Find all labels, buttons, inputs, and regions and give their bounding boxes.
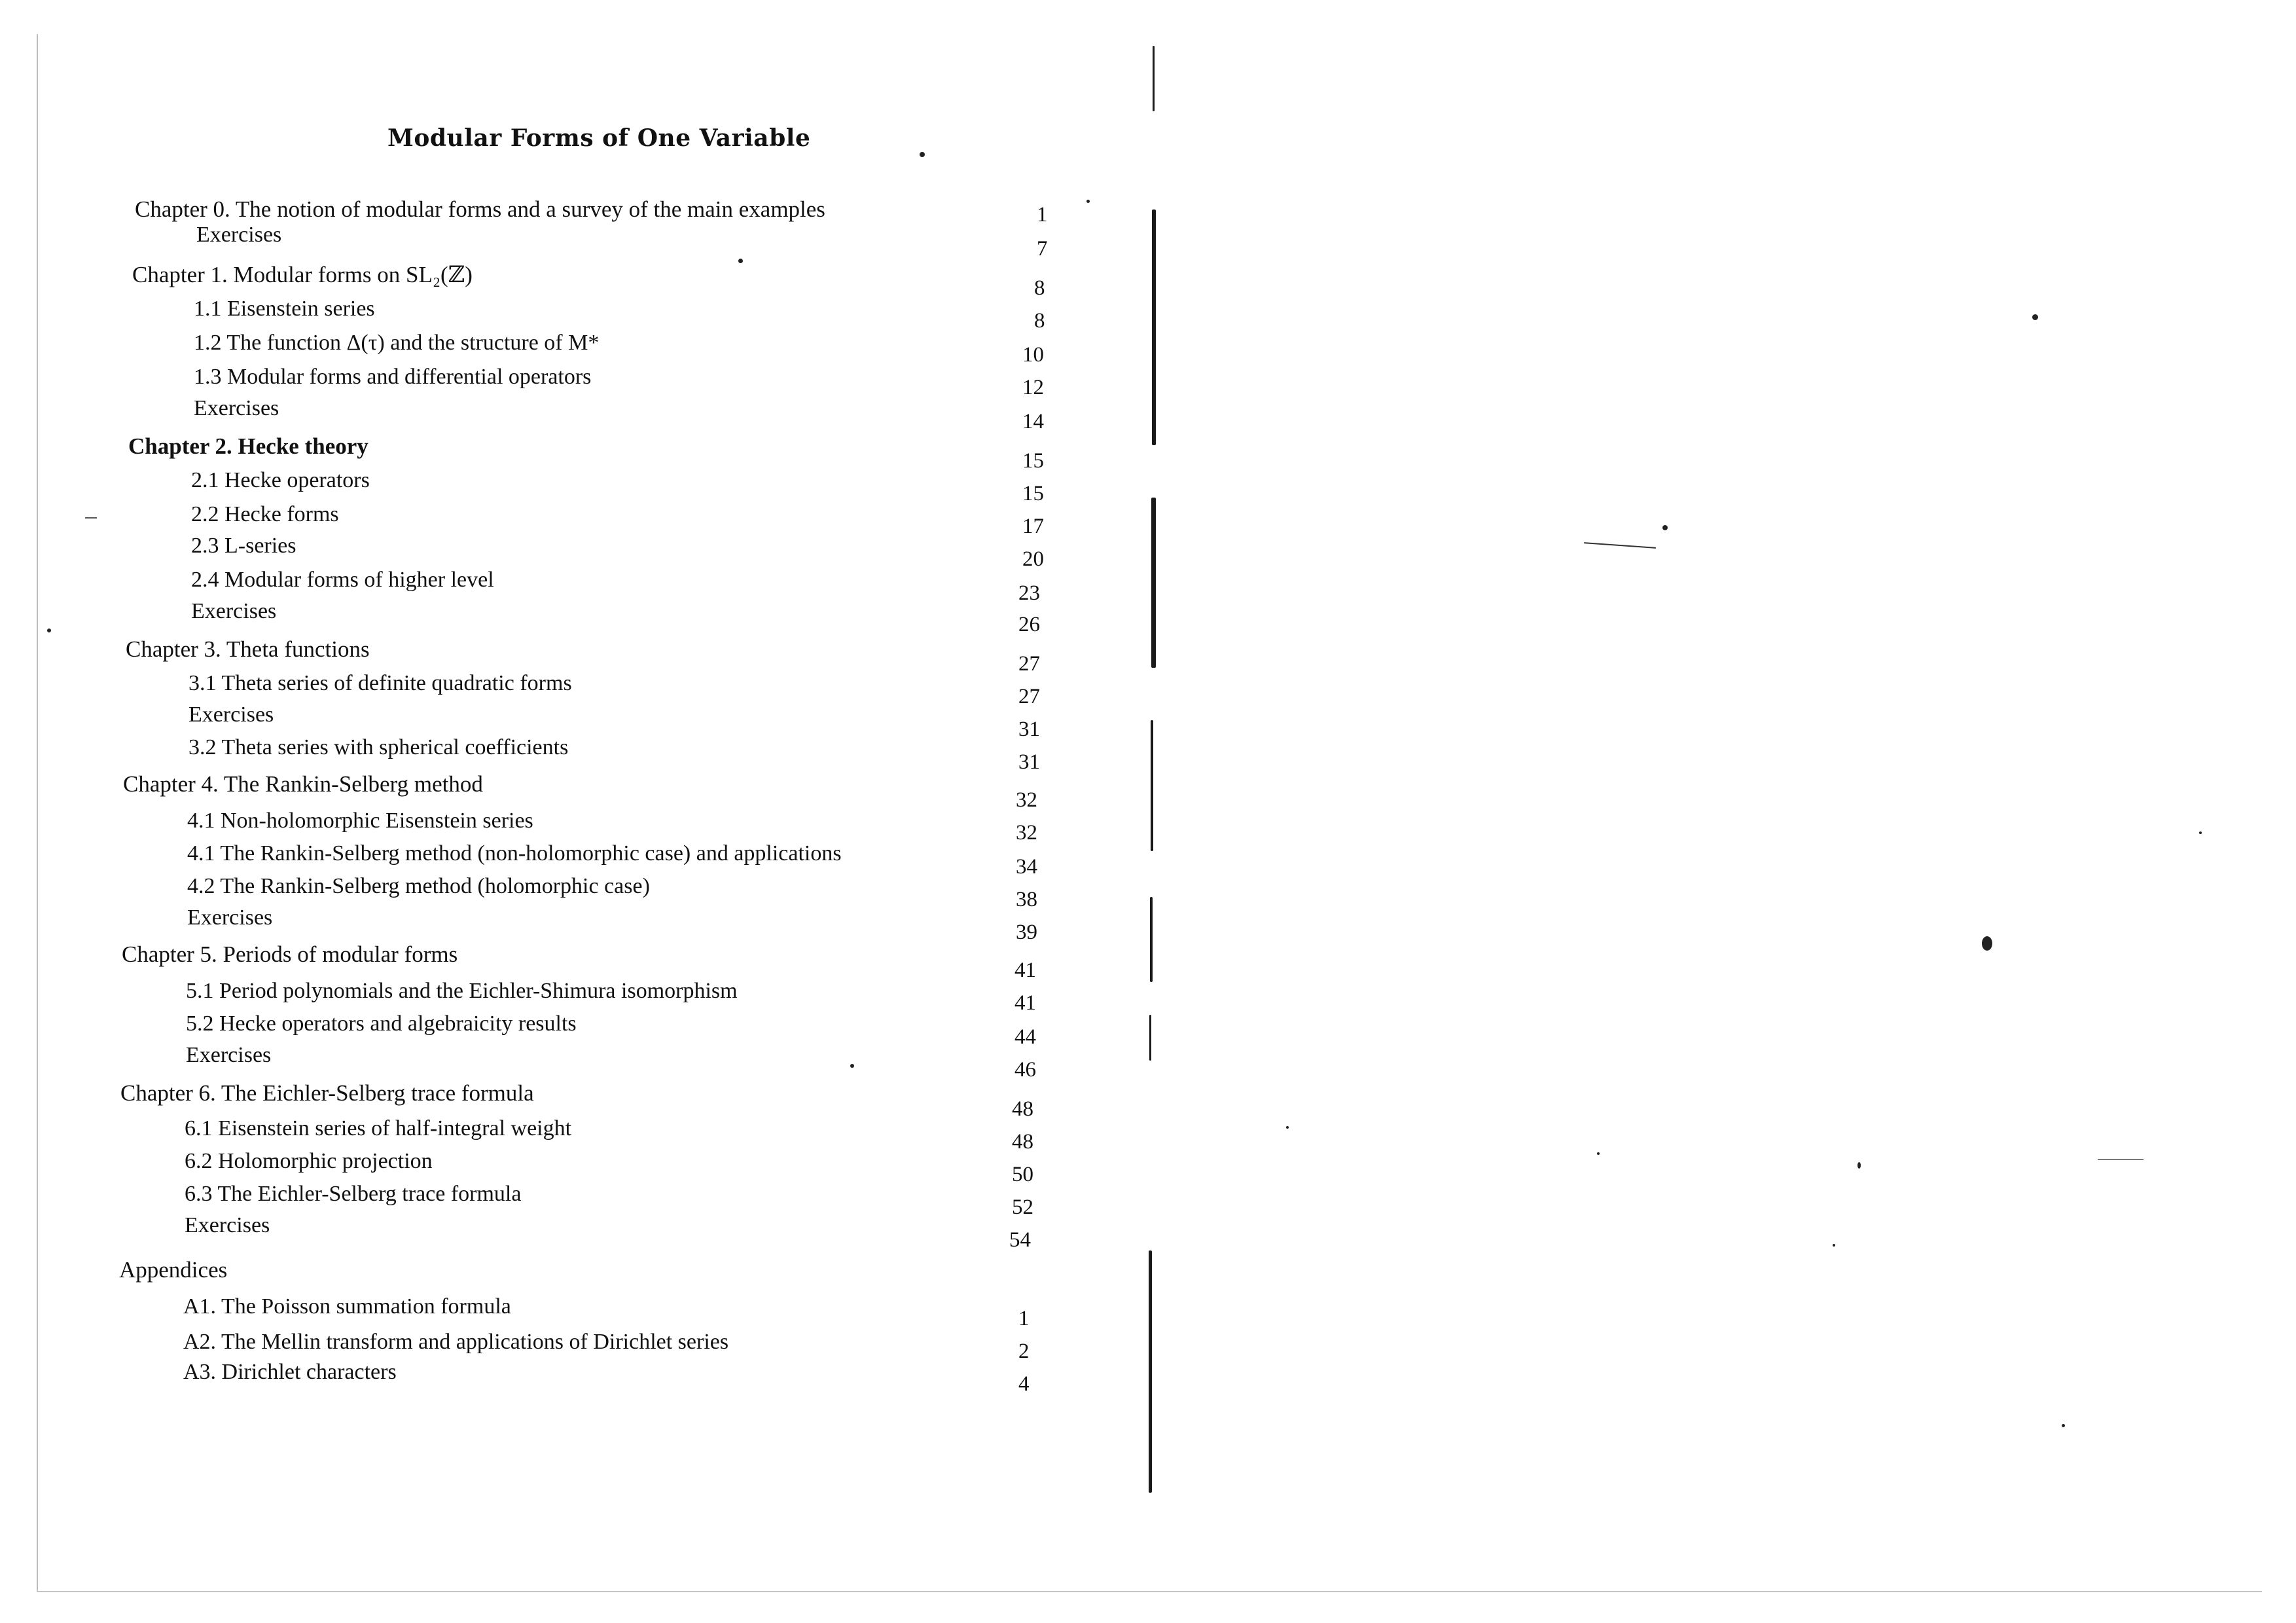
toc-page-number: 7: [1037, 237, 1048, 261]
toc-page-number: 48: [1012, 1097, 1033, 1121]
toc-page-number: 10: [1022, 343, 1044, 367]
toc-entry-label: A1. The Poisson summation formula: [183, 1294, 511, 1319]
toc-page-number: 34: [1016, 855, 1037, 879]
toc-entry-label: 6.3 The Eichler-Selberg trace formula: [185, 1182, 522, 1206]
toc-entry-label: 6.2 Holomorphic projection: [185, 1149, 433, 1173]
toc-entry-label: 3.1 Theta series of definite quadratic forms: [188, 671, 572, 695]
toc-page-number: 32: [1016, 821, 1037, 845]
toc-page-number: 27: [1018, 685, 1040, 708]
book-gutter-shadow: [1149, 39, 1162, 1597]
toc-page-number: 46: [1014, 1058, 1036, 1082]
toc-page-number: 4: [1018, 1372, 1030, 1396]
toc-page-number: 8: [1034, 276, 1045, 300]
scan-speck: [1597, 1152, 1600, 1155]
scan-speck: [1833, 1244, 1835, 1247]
toc-page-number: 44: [1014, 1025, 1036, 1049]
toc-entry-label: Chapter 3. Theta functions: [126, 636, 370, 662]
toc-entry-label: Appendices: [119, 1257, 228, 1283]
toc-page-number: 31: [1018, 750, 1040, 774]
toc-entry-label: 2.1 Hecke operators: [191, 468, 370, 492]
toc-page-number: 2: [1018, 1340, 1030, 1363]
toc-page-number: 17: [1022, 515, 1044, 538]
toc-page-number: 15: [1022, 482, 1044, 505]
toc-page-number: 41: [1014, 991, 1036, 1015]
scan-speck: [1662, 525, 1668, 530]
toc-entry-label: 5.1 Period polynomials and the Eichler-Shimura isomorphism: [186, 979, 738, 1003]
page-title: Modular Forms of One Variable: [387, 124, 811, 152]
toc-entry-label: 2.3 L-series: [191, 534, 296, 558]
toc-page-number: 38: [1016, 888, 1037, 911]
toc-entry-label: Exercises: [194, 396, 279, 420]
toc-entry-label: Exercises: [185, 1213, 270, 1237]
table-of-contents: [0, 0, 1113, 1506]
toc-page-number: 41: [1014, 958, 1036, 982]
scan-mark: [2098, 1159, 2144, 1160]
toc-page-number: 48: [1012, 1130, 1033, 1154]
toc-entry-label: Chapter 0. The notion of modular forms and a survey of the main examples: [135, 196, 825, 222]
toc-entry-label: Exercises: [186, 1043, 272, 1067]
toc-page-number: 20: [1022, 547, 1044, 571]
scan-speck: [2199, 831, 2202, 834]
toc-page-number: 50: [1012, 1163, 1033, 1186]
scan-speck: [2032, 314, 2038, 320]
toc-page-number: 8: [1034, 309, 1045, 333]
toc-entry-label: 1.2 The function Δ(τ) and the structure of M*: [194, 331, 600, 355]
toc-page-number: 12: [1022, 376, 1044, 399]
toc-entry-label: Exercises: [187, 905, 273, 930]
toc-entry-label: 5.2 Hecke operators and algebraicity results: [186, 1012, 577, 1036]
toc-entry-label: Chapter 6. The Eichler-Selberg trace formula: [120, 1080, 534, 1106]
toc-entry-label: A2. The Mellin transform and applications of Dirichlet series: [183, 1330, 729, 1354]
toc-entry-label: 2.2 Hecke forms: [191, 502, 339, 526]
toc-entry-label: Exercises: [196, 223, 282, 247]
toc-page-number: 31: [1018, 718, 1040, 741]
toc-entry-label: 4.2 The Rankin-Selberg method (holomorphic case): [187, 874, 650, 898]
scan-speck: [1982, 936, 1992, 951]
toc-entry-label: Exercises: [191, 599, 277, 623]
scan-speck: [2062, 1424, 2065, 1427]
toc-page-number: 32: [1016, 788, 1037, 812]
scan-speck: [1286, 1126, 1289, 1129]
toc-page-number: 15: [1022, 449, 1044, 473]
toc-page-number: 26: [1018, 613, 1040, 636]
toc-page-number: 23: [1018, 581, 1040, 605]
toc-entry-label: Exercises: [188, 702, 274, 727]
toc-entry-label: Chapter 1. Modular forms on SL₂(ℤ): [132, 262, 473, 287]
toc-page-number: 54: [1009, 1228, 1031, 1252]
toc-entry-label: 3.2 Theta series with spherical coefficients: [188, 735, 569, 759]
toc-entry-label: Chapter 5. Periods of modular forms: [122, 941, 458, 967]
toc-entry-label: 2.4 Modular forms of higher level: [191, 568, 494, 592]
toc-page-number: 14: [1022, 410, 1044, 433]
toc-entry-label: Chapter 4. The Rankin-Selberg method: [123, 771, 483, 797]
scan-speck: [1857, 1162, 1861, 1169]
toc-entry-label: Chapter 2. Hecke theory: [128, 433, 368, 459]
toc-entry-label: 4.1 Non-holomorphic Eisenstein series: [187, 809, 533, 833]
toc-page-number: 52: [1012, 1195, 1033, 1219]
toc-page-number: 1: [1037, 203, 1048, 227]
toc-entry-label: 4.1 The Rankin-Selberg method (non-holomorphic case) and applications: [187, 841, 842, 866]
toc-entry-label: A3. Dirichlet characters: [183, 1360, 397, 1384]
scan-mark: [1584, 542, 1656, 549]
toc-entry-label: 1.3 Modular forms and differential operators: [194, 365, 592, 389]
toc-page-number: 1: [1018, 1307, 1030, 1330]
toc-page-number: 39: [1016, 921, 1037, 944]
toc-page-number: 27: [1018, 652, 1040, 676]
toc-entry-label: 1.1 Eisenstein series: [194, 297, 375, 321]
toc-entry-label: 6.1 Eisenstein series of half-integral weight: [185, 1116, 572, 1140]
